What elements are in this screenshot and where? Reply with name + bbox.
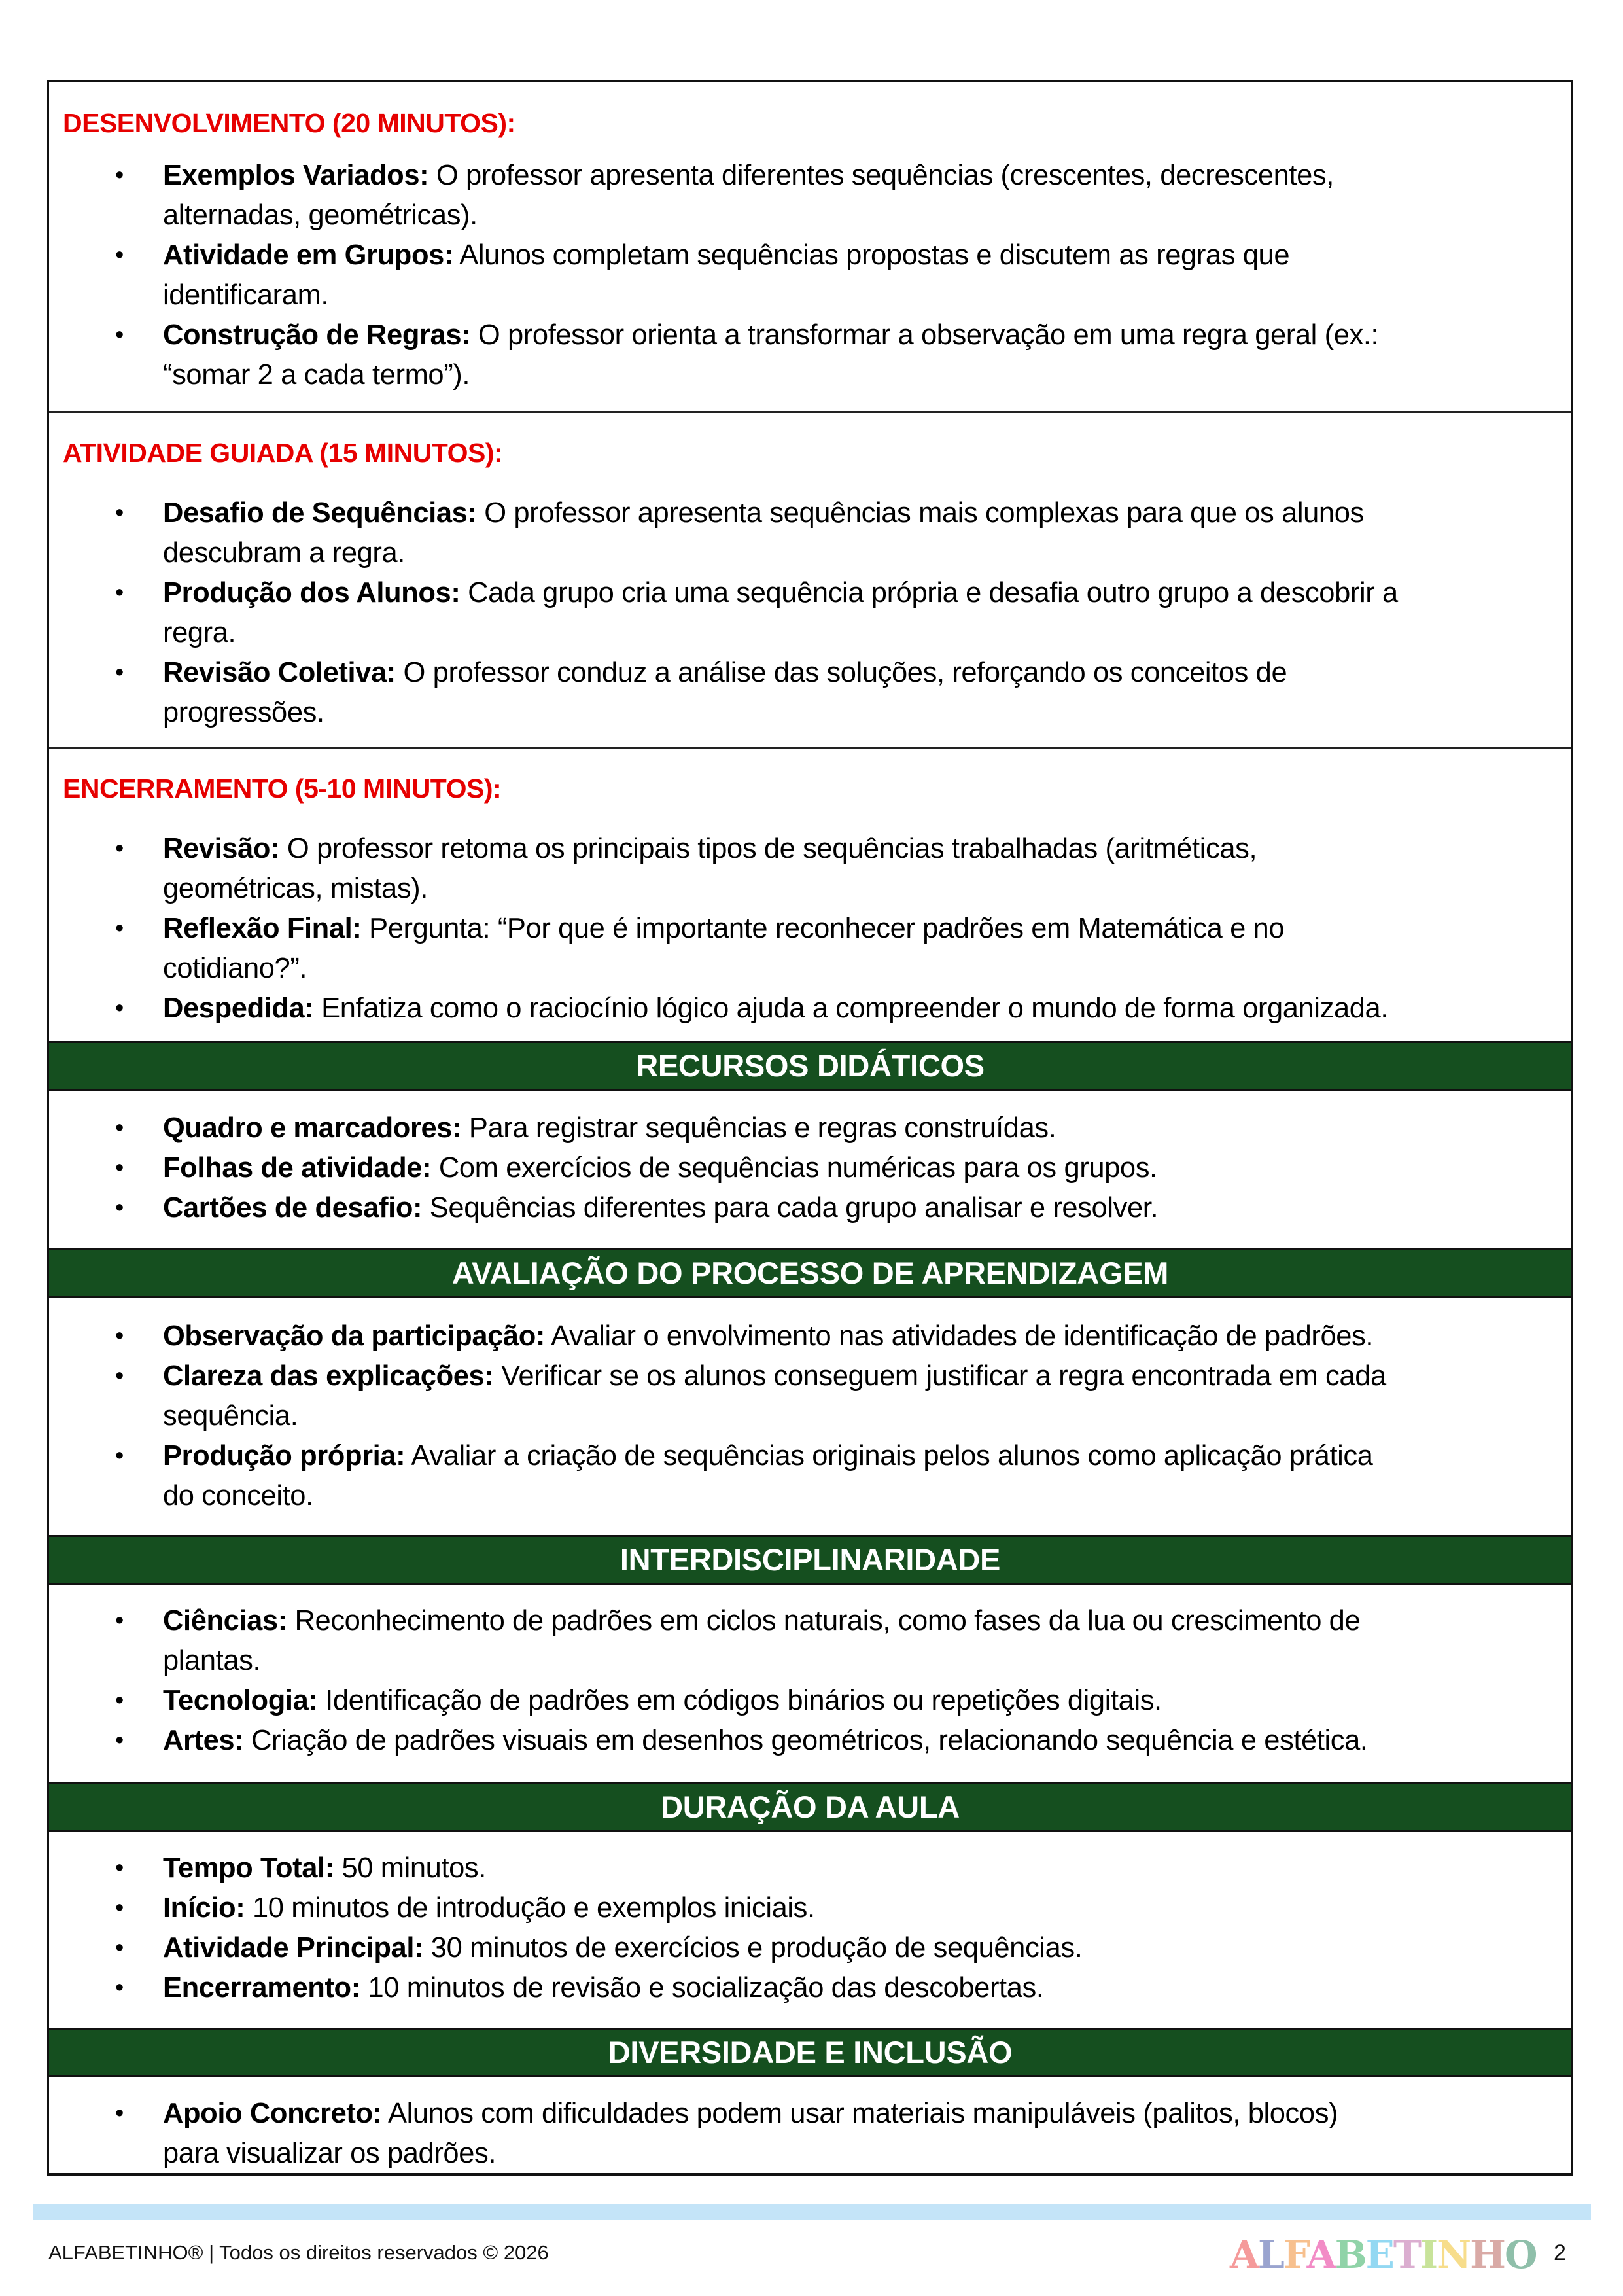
item-text-cont: progressões. xyxy=(163,697,324,728)
list-item xyxy=(49,1356,1571,1436)
item-list xyxy=(49,1601,1571,1761)
item-text: O professor conduz a análise das soluções, reforçando os conceitos de xyxy=(403,657,1287,688)
item-label: Folhas de atividade: xyxy=(163,1152,432,1184)
item-text-cont: “somar 2 a cada termo”). xyxy=(163,359,470,391)
item-text-cont: sequência. xyxy=(163,1400,298,1432)
item-text: Sequências diferentes para cada grupo analisar e resolver. xyxy=(429,1192,1159,1224)
logo-letter: H xyxy=(1470,2233,1505,2277)
item-list xyxy=(49,829,1571,1029)
bullet-icon: • xyxy=(115,1854,124,1882)
page-number: 2 xyxy=(1554,2240,1566,2265)
item-label: Cartões de desafio: xyxy=(163,1192,423,1224)
bullet-icon: • xyxy=(115,1114,124,1142)
section-title-duracao: DURAÇÃO DA AULA xyxy=(49,1782,1571,1832)
item-list xyxy=(49,1848,1571,2008)
item-label: Tecnologia: xyxy=(163,1685,318,1716)
item-list xyxy=(49,156,1571,395)
item-text: Verificar se os alunos conseguem justificar a regra encontrada em cada xyxy=(501,1360,1386,1392)
section-recursos xyxy=(49,1091,1571,1250)
item-text: Reconhecimento de padrões em ciclos naturais, como fases da lua ou crescimento de xyxy=(294,1605,1361,1636)
bullet-icon: • xyxy=(115,659,124,686)
list-item xyxy=(49,156,1571,236)
item-text: 10 minutos de revisão e socialização das descobertas. xyxy=(368,1972,1044,2004)
item-text: Identificação de padrões em códigos binários ou repetições digitais. xyxy=(325,1685,1162,1716)
list-item xyxy=(49,653,1571,733)
bullet-icon: • xyxy=(115,162,124,189)
phase-heading: DESENVOLVIMENTO (20 MINUTOS): xyxy=(63,108,515,138)
item-label: Início: xyxy=(163,1892,245,1924)
item-label: Produção dos Alunos: xyxy=(163,577,461,609)
section-title-interdisciplinaridade: INTERDISCIPLINARIDADE xyxy=(49,1535,1571,1585)
logo-letter: F xyxy=(1283,2233,1307,2277)
list-item xyxy=(49,573,1571,653)
bullet-icon: • xyxy=(115,1442,124,1470)
bullet-icon: • xyxy=(115,1687,124,1714)
logo-letter: N xyxy=(1437,2233,1471,2277)
bullet-icon: • xyxy=(115,321,124,349)
bullet-icon: • xyxy=(115,1934,124,1962)
list-item xyxy=(49,1968,1571,2008)
bullet-icon: • xyxy=(115,1727,124,1754)
item-text: O professor apresenta sequências mais complexas para que os alunos xyxy=(484,497,1364,529)
list-item xyxy=(49,1601,1571,1681)
item-label: Atividade em Grupos: xyxy=(163,239,453,271)
phase-heading: ENCERRAMENTO (5-10 MINUTOS): xyxy=(63,773,502,804)
item-label: Atividade Principal: xyxy=(163,1932,424,1964)
item-text: Avaliar a criação de sequências originais pelos alunos como aplicação prática xyxy=(411,1440,1373,1472)
logo-letter: I xyxy=(1420,2233,1437,2277)
list-item xyxy=(49,236,1571,315)
item-text: Com exercícios de sequências numéricas para os grupos. xyxy=(438,1152,1157,1184)
list-item xyxy=(49,1928,1571,1968)
bullet-icon: • xyxy=(115,835,124,862)
list-item xyxy=(49,1721,1571,1761)
alfabetinho-logo xyxy=(1230,2233,1537,2277)
item-text-cont: geométricas, mistas). xyxy=(163,873,428,904)
item-text: Para registrar sequências e regras construídas. xyxy=(468,1112,1056,1144)
item-label: Apoio Concreto: xyxy=(163,2098,382,2129)
item-text: Enfatiza como o raciocínio lógico ajuda a compreender o mundo de forma organizada. xyxy=(321,993,1389,1024)
item-label: Revisão Coletiva: xyxy=(163,657,396,688)
item-text: Avaliar o envolvimento nas atividades de identificação de padrões. xyxy=(551,1320,1374,1352)
footer-band xyxy=(33,2204,1591,2220)
section-title-recursos: RECURSOS DIDÁTICOS xyxy=(49,1041,1571,1091)
logo-letter: A xyxy=(1230,2233,1259,2277)
item-label: Artes: xyxy=(163,1725,244,1756)
list-item xyxy=(49,493,1571,573)
list-item xyxy=(49,909,1571,989)
item-list xyxy=(49,493,1571,733)
bullet-icon: • xyxy=(115,1154,124,1182)
list-item xyxy=(49,1188,1571,1228)
item-text: O professor retoma os principais tipos de sequências trabalhadas (aritméticas, xyxy=(287,833,1257,864)
bullet-icon: • xyxy=(115,579,124,607)
item-text-cont: cotidiano?”. xyxy=(163,953,307,984)
list-item xyxy=(49,1848,1571,1888)
item-label: Clareza das explicações: xyxy=(163,1360,494,1392)
bullet-icon: • xyxy=(115,1194,124,1222)
bullet-icon: • xyxy=(115,1974,124,2002)
item-label: Desafio de Sequências: xyxy=(163,497,477,529)
item-text-cont: para visualizar os padrões. xyxy=(163,2138,497,2169)
item-text: O professor orienta a transformar a observação em uma regra geral (ex.: xyxy=(478,319,1379,351)
section-atividade-guiada xyxy=(49,411,1571,747)
item-text-cont: regra. xyxy=(163,617,236,648)
item-text-cont: alternadas, geométricas). xyxy=(163,200,478,231)
logo-letter: L xyxy=(1258,2233,1283,2277)
section-avaliacao xyxy=(49,1298,1571,1536)
item-label: Encerramento: xyxy=(163,1972,360,2004)
section-duracao xyxy=(49,1832,1571,2028)
logo-letter: T xyxy=(1393,2233,1421,2277)
item-text: Alunos com dificuldades podem usar materiais manipuláveis (palitos, blocos) xyxy=(388,2098,1338,2129)
item-label: Reflexão Final: xyxy=(163,913,362,944)
bullet-icon: • xyxy=(115,1607,124,1634)
item-list xyxy=(49,1316,1571,1516)
bullet-icon: • xyxy=(115,499,124,527)
item-text: Cada grupo cria uma sequência própria e desafia outro grupo a descobrir a xyxy=(468,577,1398,609)
item-text-cont: descubram a regra. xyxy=(163,537,405,569)
list-item xyxy=(49,989,1571,1029)
item-text: Criação de padrões visuais em desenhos geométricos, relacionando sequência e estética. xyxy=(251,1725,1368,1756)
list-item xyxy=(49,1888,1571,1928)
item-label: Tempo Total: xyxy=(163,1852,334,1884)
logo-letter: A xyxy=(1306,2233,1335,2277)
list-item xyxy=(49,1108,1571,1148)
item-text: 10 minutos de introdução e exemplos iniciais. xyxy=(252,1892,815,1924)
list-item xyxy=(49,829,1571,909)
item-text-cont: identificaram. xyxy=(163,279,329,311)
item-label: Exemplos Variados: xyxy=(163,160,429,191)
item-text: Pergunta: “Por que é importante reconhecer padrões em Matemática e no xyxy=(369,913,1285,944)
section-encerramento xyxy=(49,747,1571,1042)
item-text: 30 minutos de exercícios e produção de sequências. xyxy=(430,1932,1083,1964)
logo-letter: E xyxy=(1365,2233,1393,2277)
item-label: Produção própria: xyxy=(163,1440,406,1472)
section-diversidade xyxy=(49,2077,1571,2176)
list-item xyxy=(49,315,1571,395)
item-text-cont: plantas. xyxy=(163,1645,261,1676)
item-list xyxy=(49,1108,1571,1228)
logo-letter: O xyxy=(1504,2233,1537,2277)
phase-heading: ATIVIDADE GUIADA (15 MINUTOS): xyxy=(63,438,503,468)
item-label: Quadro e marcadores: xyxy=(163,1112,462,1144)
item-label: Revisão: xyxy=(163,833,280,864)
footer-copyright: ALFABETINHO® | Todos os direitos reservados © 2026 xyxy=(48,2241,549,2264)
item-text-cont: do conceito. xyxy=(163,1480,313,1511)
item-label: Ciências: xyxy=(163,1605,287,1636)
bullet-icon: • xyxy=(115,1322,124,1350)
bullet-icon: • xyxy=(115,995,124,1022)
bullet-icon: • xyxy=(115,2100,124,2127)
list-item xyxy=(49,2094,1571,2174)
item-text: Alunos completam sequências propostas e discutem as regras que xyxy=(459,239,1290,271)
section-desenvolvimento xyxy=(49,82,1571,411)
bullet-icon: • xyxy=(115,915,124,942)
logo-letter: B xyxy=(1335,2233,1366,2277)
item-label: Observação da participação: xyxy=(163,1320,545,1352)
item-label: Despedida: xyxy=(163,993,314,1024)
item-label: Construção de Regras: xyxy=(163,319,471,351)
list-item xyxy=(49,1316,1571,1356)
section-interdisciplinaridade xyxy=(49,1585,1571,1783)
bullet-icon: • xyxy=(115,241,124,269)
item-text: 50 minutos. xyxy=(341,1852,486,1884)
section-title-avaliacao: AVALIAÇÃO DO PROCESSO DE APRENDIZAGEM xyxy=(49,1248,1571,1298)
item-text: O professor apresenta diferentes sequências (crescentes, decrescentes, xyxy=(436,160,1334,191)
lesson-plan-table xyxy=(47,80,1573,2176)
list-item xyxy=(49,1681,1571,1721)
section-title-diversidade: DIVERSIDADE E INCLUSÃO xyxy=(49,2028,1571,2077)
item-list xyxy=(49,2094,1571,2174)
list-item xyxy=(49,1148,1571,1188)
bullet-icon: • xyxy=(115,1894,124,1922)
bullet-icon: • xyxy=(115,1362,124,1390)
list-item xyxy=(49,1436,1571,1516)
